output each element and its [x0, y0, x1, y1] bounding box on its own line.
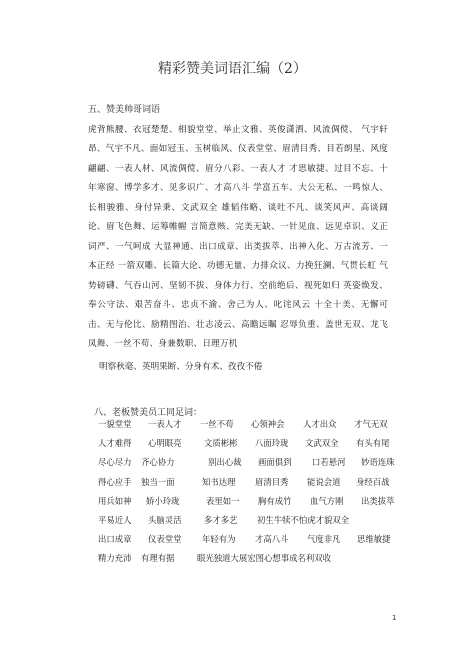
word-cell: 文质彬彬 [204, 438, 238, 449]
word-row [98, 495, 398, 514]
word-cell: 有头有尾 [356, 438, 390, 449]
word-cell: 身经百战 [356, 476, 390, 487]
page-number: 1 [392, 614, 397, 622]
word-cell: 气度非凡 [307, 534, 341, 545]
word-cell: 初生牛犊不怕虎才貌双全 [257, 514, 350, 525]
page-title: 精彩赞美词语汇编（2） [158, 61, 307, 77]
word-cell: 尽心尽力 [98, 457, 132, 468]
word-cell: 出类拔萃 [361, 495, 395, 506]
word-cell: 精力充沛 [98, 553, 132, 564]
word-cell: 知书达理 [202, 476, 236, 487]
word-cell: 一丝不苟 [200, 419, 234, 429]
word-cell: 人才难得 [98, 438, 132, 449]
word-cell: 能说会道 [307, 476, 341, 487]
word-cell: 妙语连珠 [361, 457, 395, 468]
section-heading-boss: 八、老板赞美员工同足词： [94, 408, 203, 418]
word-cell: 出口成章 [98, 534, 132, 545]
word-cell: 仪表堂堂 [148, 534, 182, 545]
word-cell: 别出心裁 [208, 457, 242, 468]
word-row [98, 476, 398, 495]
word-cell: 人才出众 [303, 419, 337, 429]
word-cell: 眼光独道大展宏图心想事成名利双收 [197, 553, 331, 564]
word-cell: 文武双全 [305, 438, 339, 449]
word-cell: 独当一面 [141, 476, 175, 487]
section-heading-handsome: 五、赞美帅哥词语 [88, 105, 161, 115]
word-cell: 平易近人 [98, 514, 132, 525]
paragraph-extra-words: 明察秋毫、英明果断、分身有术、孜孜不倦 [99, 362, 263, 372]
word-cell: 头脑灵活 [148, 514, 182, 525]
word-cell: 心明眼亮 [148, 438, 182, 449]
word-row [98, 533, 398, 552]
word-cell: 心领神会 [251, 419, 285, 429]
word-grid [98, 418, 398, 572]
word-cell: 有理有据 [141, 553, 175, 564]
word-cell: 口若悬河 [312, 457, 346, 468]
word-cell: 才气无双 [354, 419, 388, 429]
word-cell: 眉清目秀 [255, 476, 289, 487]
word-cell: 得心应手 [98, 476, 132, 487]
word-cell: 才高八斗 [255, 534, 289, 545]
word-cell: 用兵如神 [98, 495, 132, 506]
word-cell: 胸有成竹 [258, 495, 292, 506]
word-cell: 多才多艺 [204, 514, 238, 525]
word-cell: 齐心协力 [141, 457, 175, 468]
word-cell: 娇小玲珑 [146, 495, 180, 506]
word-cell: 一表人才 [148, 419, 182, 429]
paragraph-handsome-words: 虎背熊腰、衣冠楚楚、相貌堂堂、举止文雅、英俊潇洒、风流倜傥、 气宇轩昂、气宇不凡、面如冠玉、玉树临风、仪表堂堂、眉清目秀、目若朗星、风度翩翩、一表人材、风流倜傥、眉分八彩、一表人才 才思敏捷、过目不忘、十年寒窗、博学多才、见多识广、才高八斗 学富五车、大公无私、一鸣惊人、长相骏雅、身付异秉、文武双全 雄韬伟略、谈吐不凡、谈笑风声、高谈阔论、眉飞色舞、运筹帷幄 言简意赅、完美无缺、一针见血、远见卓识、义正词严、一气呵成 大显神通、出口成章、出类拔萃、出神入化、万古流芳、一本正经 一箭双雕、长篇大论、功德无量、力排众议、力挽狂澜、气贯长虹 气势磅礴、气吞山河、坚韧不拔、身体力行、空前绝后、视死如归 英姿焕发、奉公守法、艰苦奋斗、忠贞不渝、舍己为人、叱诧风云 十全十美、无懈可击、无与伦比、励精图治、壮志凌云、高瞻远瞩 忍辱负重、盖世无双、龙飞凤舞、一丝不苟、身兼数职、日理万机 [88, 125, 388, 349]
word-row [98, 552, 398, 571]
word-cell: 血气方刚 [310, 495, 344, 506]
word-cell: 一貌堂堂 [98, 419, 132, 429]
word-row [98, 437, 398, 456]
word-cell: 画面俱到 [258, 457, 292, 468]
word-cell: 表里如一 [206, 495, 240, 506]
word-row [98, 456, 398, 475]
word-cell: 思维敏捷 [357, 534, 391, 545]
word-row [98, 418, 398, 437]
word-row [98, 514, 398, 533]
word-cell: 年轻有为 [202, 534, 236, 545]
word-cell: 八面玲珑 [255, 438, 289, 449]
